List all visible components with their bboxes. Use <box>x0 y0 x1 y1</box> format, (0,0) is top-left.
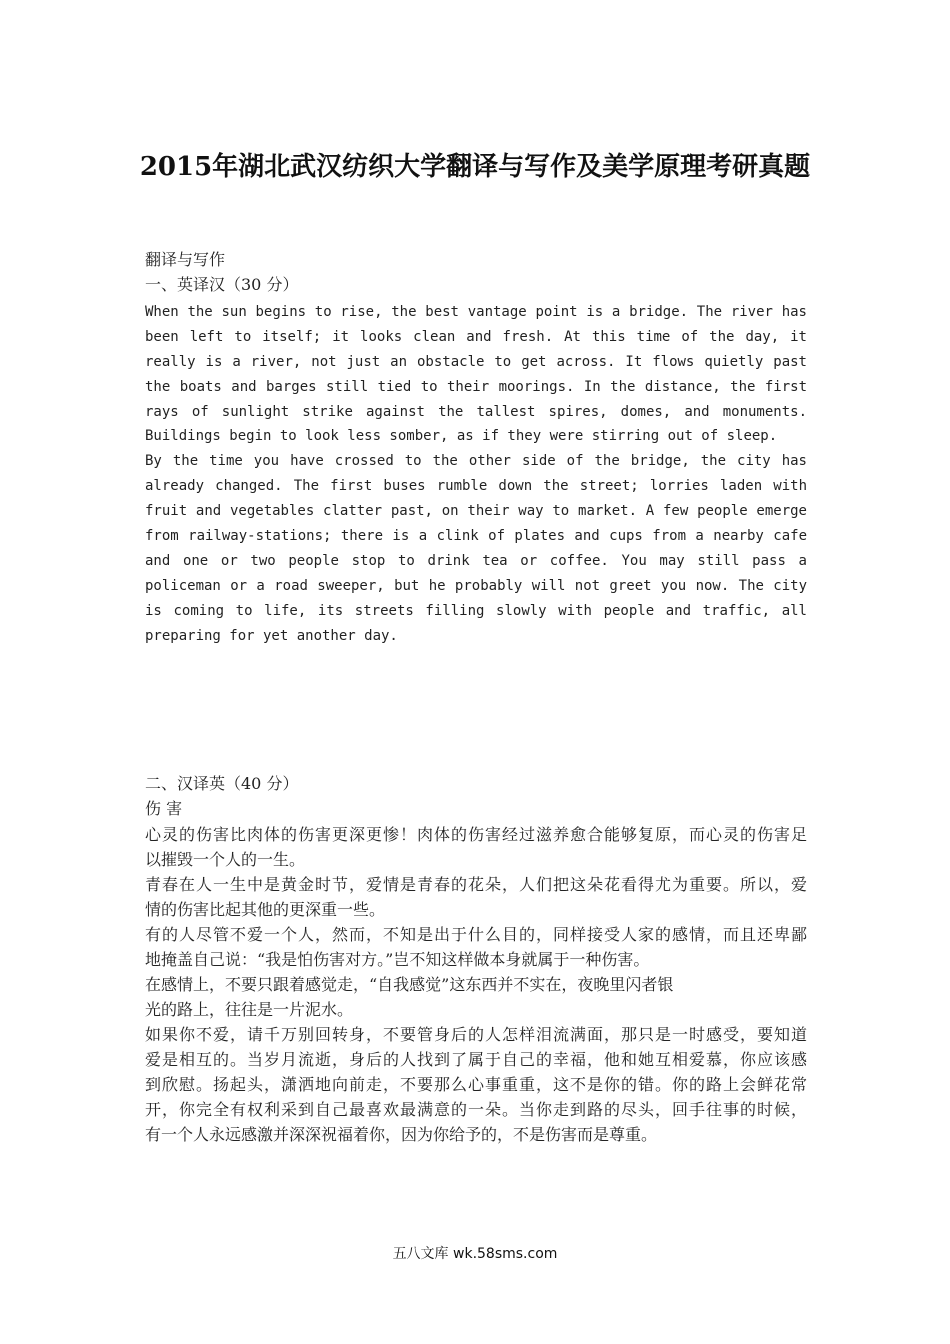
passage-line: 开，你完全有权利采到自己最喜欢最满意的一朵。当你走到路的尽头，回手往事的时候， <box>145 1100 807 1119</box>
passage-line: 心灵的伤害比肉体的伤害更深更惨！肉体的伤害经过滋养愈合能够复原，而心灵的伤害足 <box>145 825 807 844</box>
passage-line: been left to itself; it looks clean and fresh. At this time of the day, it <box>145 328 807 345</box>
passage-line: policeman or a road sweeper, but he probably will not greet you now. The city <box>145 577 807 594</box>
part1-heading: 一、英译汉（30 分） <box>145 275 299 294</box>
passage-line: preparing for yet another day. <box>145 627 398 644</box>
english-passage <box>145 300 807 648</box>
passage-line: 有一个人永远感激并深深祝福着你，因为你给予的，不是伤害而是尊重。 <box>145 1125 658 1144</box>
passage-line: 如果你不爱，请千万别回转身，不要管身后的人怎样泪流满面，那只是一时感受，要知道 <box>145 1025 807 1044</box>
passage-line: 到欣慰。扬起头，潇洒地向前走，不要那么心事重重，这不是你的错。你的路上会鲜花常 <box>145 1075 807 1094</box>
passage-line: fruit and vegetables clatter past, on their way to market. A few people emerge <box>145 503 807 520</box>
passage-line: and one or two people stop to drink tea or coffee. You may still pass a <box>145 552 807 569</box>
passage-line: already changed. The first buses rumble down the street; lorries laden with <box>145 478 807 495</box>
passage-line: 以摧毁一个人的一生。 <box>145 850 306 869</box>
passage-line: By the time you have crossed to the other side of the bridge, the city has <box>145 453 807 470</box>
passage-line: Buildings begin to look less somber, as if they were stirring out of sleep. <box>145 428 778 445</box>
passage-line: the boats and barges still tied to their moorings. In the distance, the first <box>145 378 807 395</box>
passage-line: 光的路上，往往是一片泥水。 <box>145 1000 354 1019</box>
passage-line: 在感情上，不要只跟着感觉走，“自我感觉”这东西并不实在，夜晚里闪者银 <box>145 975 674 994</box>
passage-line: 爱是相互的。当岁月流逝，身后的人找到了属于自己的幸福，他和她互相爱慕，你应该感 <box>145 1050 807 1069</box>
section-heading: 翻译与写作 <box>145 250 226 269</box>
passage-line: really is a river, not just an obstacle to get across. It flows quietly past <box>145 353 807 370</box>
passage-line: 青春在人一生中是黄金时节，爱情是青春的花朵，人们把这朵花看得尤为重要。所以，爱 <box>145 875 807 894</box>
footer-watermark: 五八文库 wk.58sms.com <box>392 1246 558 1262</box>
chinese-passage <box>145 822 807 1147</box>
passage-line: 有的人尽管不爱一个人，然而，不知是出于什么目的，同样接受人家的感情，而且还卑鄙 <box>145 925 807 944</box>
passage-line: 情的伤害比起其他的更深重一些。 <box>145 900 386 919</box>
part2-heading: 二、汉译英（40 分） <box>145 774 299 793</box>
passage-line: 地掩盖自己说：“我是怕伤害对方。”岂不知这样做本身就属于一种伤害。 <box>145 950 650 969</box>
passage-line: from railway-stations; there is a clink of plates and cups from a nearby cafe <box>145 528 807 545</box>
passage-line: is coming to life, its streets filling slowly with people and traffic, all <box>145 602 807 619</box>
page-title: 2015年湖北武汉纺织大学翻译与写作及美学原理考研真题 <box>139 152 811 183</box>
passage-line: rays of sunlight strike against the tallest spires, domes, and monuments. <box>145 403 807 420</box>
part2-subtitle: 伤 害 <box>145 799 183 818</box>
passage-line: When the sun begins to rise, the best vantage point is a bridge. The river has <box>145 304 807 320</box>
